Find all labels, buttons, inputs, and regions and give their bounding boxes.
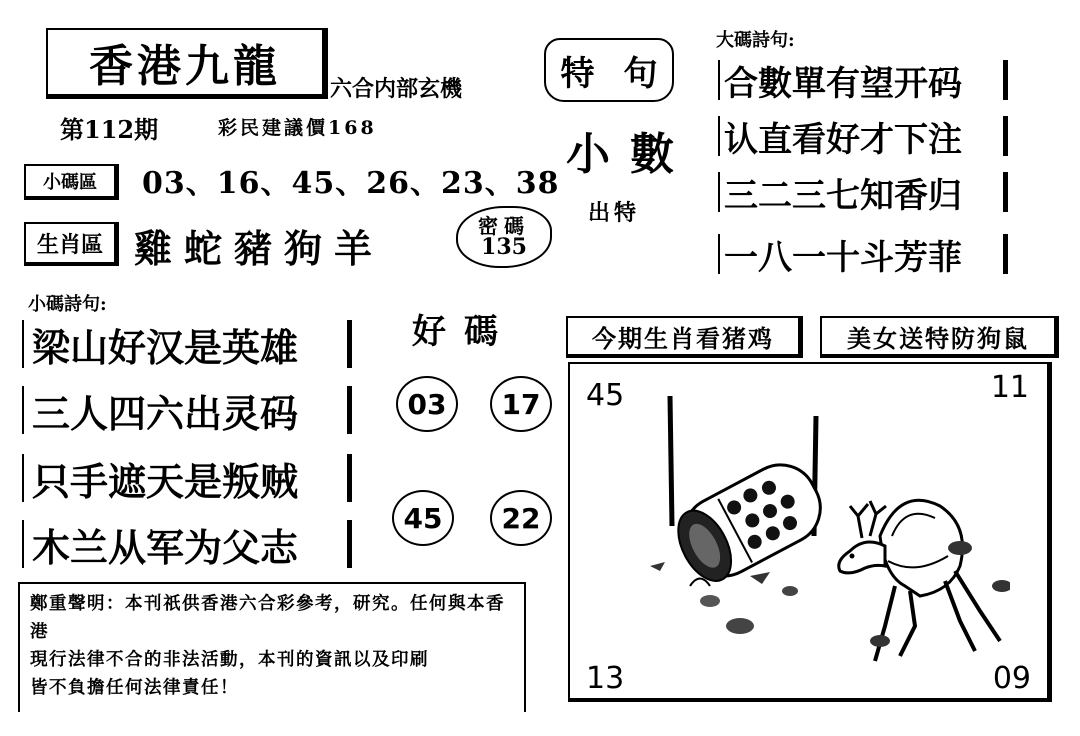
page-title: 香港九龍 — [46, 28, 328, 99]
disclaimer-line: 鄭重聲明：本刊祇供香港六合彩參考，研究。任何與本香港 — [30, 594, 505, 642]
zodiac-animals: 雞蛇豬狗羊 — [134, 226, 385, 271]
small-poem-heading: 小碼詩句: — [28, 294, 107, 315]
big-poem-line: 三二三七知香归 — [718, 172, 1008, 212]
big-poem-line: 认直看好才下注 — [718, 116, 1008, 156]
special-answer: 小數 — [566, 129, 694, 180]
special-title-left: 特 — [560, 53, 595, 94]
corner-number-bottom-right: 09 — [992, 661, 1031, 696]
big-poem-heading: 大碼詩句: — [716, 30, 795, 51]
small-code-numbers: 03、16、45、26、23、38 — [142, 166, 560, 201]
small-code-label: 小碼區 — [24, 164, 119, 200]
corner-number-top-right: 11 — [990, 370, 1029, 405]
special-phrase-box — [544, 38, 674, 102]
illustration-frame — [568, 362, 1052, 702]
small-poem-line: 木兰从军为父志 — [22, 520, 352, 568]
stamp-label: 密碼 — [478, 214, 530, 238]
special-tip-banner: 美女送特防狗鼠 — [820, 316, 1059, 358]
subtitle: 六合内部玄機 — [330, 76, 463, 102]
good-number-circle: 17 — [490, 376, 552, 432]
stamp-value: 135 — [481, 234, 527, 260]
deer-illustration — [630, 386, 1010, 676]
disclaimer-line: 現行法律不合的非法活動，本刊的資訊以及印刷 — [30, 650, 429, 670]
good-number-circle: 03 — [396, 376, 458, 432]
zodiac-tip-banner: 今期生肖看猪鸡 — [566, 316, 803, 358]
disclaimer — [18, 582, 526, 712]
good-numbers-title: 好碼 — [412, 312, 516, 352]
secret-code-stamp — [456, 206, 552, 268]
good-number-circle: 45 — [392, 490, 454, 546]
big-poem-line: 合數單有望开码 — [718, 60, 1008, 100]
disclaimer-line: 皆不負擔任何法律責任！ — [30, 678, 239, 698]
special-title-right: 句 — [623, 53, 658, 94]
special-note: 出特 — [588, 200, 641, 226]
corner-number-bottom-left: 13 — [586, 661, 625, 696]
big-poem-line: 一八一十斗芳菲 — [718, 234, 1008, 274]
good-number-circle: 22 — [490, 490, 552, 546]
zodiac-label: 生肖區 — [24, 222, 119, 266]
issue-number: 第112期 — [60, 115, 159, 144]
price-note: 彩民建議價168 — [218, 117, 377, 139]
corner-number-top-left: 45 — [586, 378, 625, 413]
small-poem-line: 三人四六出灵码 — [22, 386, 352, 434]
small-poem-line: 只手遮天是叛贼 — [22, 454, 352, 502]
small-poem-line: 梁山好汉是英雄 — [22, 320, 352, 368]
